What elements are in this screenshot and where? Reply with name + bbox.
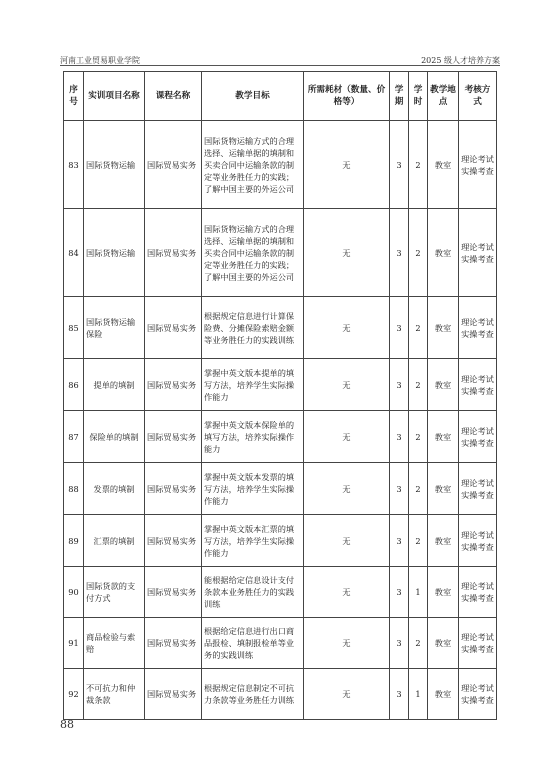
- header-rule: [60, 65, 500, 66]
- cell-term: 3: [390, 359, 409, 411]
- col-header-material: 所需耗材（数量、价格等）: [304, 72, 390, 121]
- cell-exam: 理论考试实操考查: [459, 669, 497, 720]
- cell-no: 90: [64, 567, 84, 618]
- cell-no: 87: [64, 411, 84, 463]
- cell-course: 国际贸易实务: [145, 121, 202, 209]
- col-header-goal: 教学目标: [202, 72, 304, 121]
- cell-project: 商品检验与索赔: [84, 618, 145, 669]
- cell-no: 83: [64, 121, 84, 209]
- cell-goal: 根据规定信息进行计算保险费、分摊保险索赔金额等业务胜任力的实践训练: [202, 297, 304, 359]
- col-header-exam: 考核方式: [459, 72, 497, 121]
- col-header-no: 序号: [64, 72, 84, 121]
- cell-goal: 掌握中英文版本发票的填写方法，培养学生实际操作能力: [202, 463, 304, 515]
- page-number: 88: [60, 718, 74, 731]
- cell-material: 无: [304, 669, 390, 720]
- col-header-place: 教学地点: [428, 72, 459, 121]
- cell-hours: 2: [409, 297, 428, 359]
- cell-place: 教室: [428, 411, 459, 463]
- cell-no: 85: [64, 297, 84, 359]
- table-row: [64, 121, 497, 209]
- table-row: [64, 567, 497, 618]
- table-row: [64, 618, 497, 669]
- table-row: [64, 669, 497, 720]
- table-row: [64, 359, 497, 411]
- cell-course: 国际贸易实务: [145, 618, 202, 669]
- table-row: [64, 411, 497, 463]
- header-school: 河南工业贸易职业学院: [60, 56, 140, 65]
- cell-place: 教室: [428, 463, 459, 515]
- cell-goal: 能根据给定信息设计支付条款本业务胜任力的实践训练: [202, 567, 304, 618]
- cell-exam: 理论考试实操考查: [459, 463, 497, 515]
- cell-term: 3: [390, 515, 409, 567]
- cell-goal: 根据规定信息制定不可抗力条款等业务胜任力训练: [202, 669, 304, 720]
- cell-term: 3: [390, 121, 409, 209]
- cell-project: 提单的填制: [84, 359, 145, 411]
- cell-exam: 理论考试实操考查: [459, 359, 497, 411]
- table-header-row: [64, 72, 497, 121]
- cell-term: 3: [390, 618, 409, 669]
- cell-place: 教室: [428, 618, 459, 669]
- col-header-hours: 学时: [409, 72, 428, 121]
- cell-hours: 2: [409, 121, 428, 209]
- cell-exam: 理论考试实操考查: [459, 297, 497, 359]
- cell-place: 教室: [428, 359, 459, 411]
- cell-place: 教室: [428, 669, 459, 720]
- cell-hours: 2: [409, 618, 428, 669]
- cell-place: 教室: [428, 567, 459, 618]
- cell-exam: 理论考试实操考查: [459, 121, 497, 209]
- cell-project: 发票的填制: [84, 463, 145, 515]
- cell-term: 3: [390, 411, 409, 463]
- cell-exam: 理论考试实操考查: [459, 567, 497, 618]
- cell-no: 91: [64, 618, 84, 669]
- cell-goal: 国际货物运输方式的合理选择、运输单据的填制和买卖合同中运输条款的制定等业务胜任力的实践；了解中国主要的外运公司: [202, 209, 304, 297]
- cell-material: 无: [304, 411, 390, 463]
- cell-exam: 理论考试实操考查: [459, 411, 497, 463]
- cell-course: 国际贸易实务: [145, 359, 202, 411]
- cell-place: 教室: [428, 121, 459, 209]
- cell-course: 国际贸易实务: [145, 463, 202, 515]
- cell-hours: 1: [409, 669, 428, 720]
- cell-project: 汇票的填制: [84, 515, 145, 567]
- cell-hours: 2: [409, 515, 428, 567]
- cell-no: 84: [64, 209, 84, 297]
- cell-project: 保险单的填制: [84, 411, 145, 463]
- cell-course: 国际贸易实务: [145, 297, 202, 359]
- cell-goal: 掌握中英文版本提单的填写方法，培养学生实际操作能力: [202, 359, 304, 411]
- cell-material: 无: [304, 359, 390, 411]
- cell-term: 3: [390, 669, 409, 720]
- training-table: [63, 71, 497, 720]
- table-row: [64, 515, 497, 567]
- cell-hours: 2: [409, 209, 428, 297]
- cell-course: 国际贸易实务: [145, 411, 202, 463]
- col-header-course: 课程名称: [145, 72, 202, 121]
- cell-goal: 掌握中英文版本汇票的填写方法，培养学生实际操作能力: [202, 515, 304, 567]
- cell-project: 国际货物运输保险: [84, 297, 145, 359]
- cell-term: 3: [390, 297, 409, 359]
- cell-hours: 2: [409, 359, 428, 411]
- cell-no: 88: [64, 463, 84, 515]
- cell-term: 3: [390, 209, 409, 297]
- cell-material: 无: [304, 209, 390, 297]
- table-row: [64, 297, 497, 359]
- cell-goal: 根据给定信息进行出口商品报检、填制报检单等业务的实践训练: [202, 618, 304, 669]
- cell-hours: 2: [409, 411, 428, 463]
- cell-goal: 国际货物运输方式的合理选择、运输单据的填制和买卖合同中运输条款的制定等业务胜任力的实践；了解中国主要的外运公司: [202, 121, 304, 209]
- cell-course: 国际贸易实务: [145, 209, 202, 297]
- cell-material: 无: [304, 567, 390, 618]
- cell-place: 教室: [428, 209, 459, 297]
- cell-course: 国际贸易实务: [145, 515, 202, 567]
- col-header-term: 学期: [390, 72, 409, 121]
- cell-material: 无: [304, 297, 390, 359]
- header-doc-title: 2025 级人才培养方案: [421, 56, 500, 65]
- cell-project: 不可抗力和仲裁条款: [84, 669, 145, 720]
- cell-exam: 理论考试实操考查: [459, 618, 497, 669]
- cell-course: 国际贸易实务: [145, 567, 202, 618]
- cell-material: 无: [304, 618, 390, 669]
- cell-project: 国际货款的支付方式: [84, 567, 145, 618]
- cell-exam: 理论考试实操考查: [459, 515, 497, 567]
- table-row: [64, 209, 497, 297]
- cell-no: 92: [64, 669, 84, 720]
- cell-hours: 1: [409, 567, 428, 618]
- cell-place: 教室: [428, 297, 459, 359]
- cell-project: 国际货物运输: [84, 121, 145, 209]
- table-row: [64, 463, 497, 515]
- cell-no: 89: [64, 515, 84, 567]
- cell-project: 国际货物运输: [84, 209, 145, 297]
- cell-material: 无: [304, 515, 390, 567]
- cell-place: 教室: [428, 515, 459, 567]
- cell-hours: 2: [409, 463, 428, 515]
- cell-goal: 掌握中英文版本保险单的填写方法，培养实际操作能力: [202, 411, 304, 463]
- cell-term: 3: [390, 567, 409, 618]
- cell-material: 无: [304, 463, 390, 515]
- cell-material: 无: [304, 121, 390, 209]
- cell-no: 86: [64, 359, 84, 411]
- col-header-project: 实训项目名称: [84, 72, 145, 121]
- cell-exam: 理论考试实操考查: [459, 209, 497, 297]
- cell-term: 3: [390, 463, 409, 515]
- cell-course: 国际贸易实务: [145, 669, 202, 720]
